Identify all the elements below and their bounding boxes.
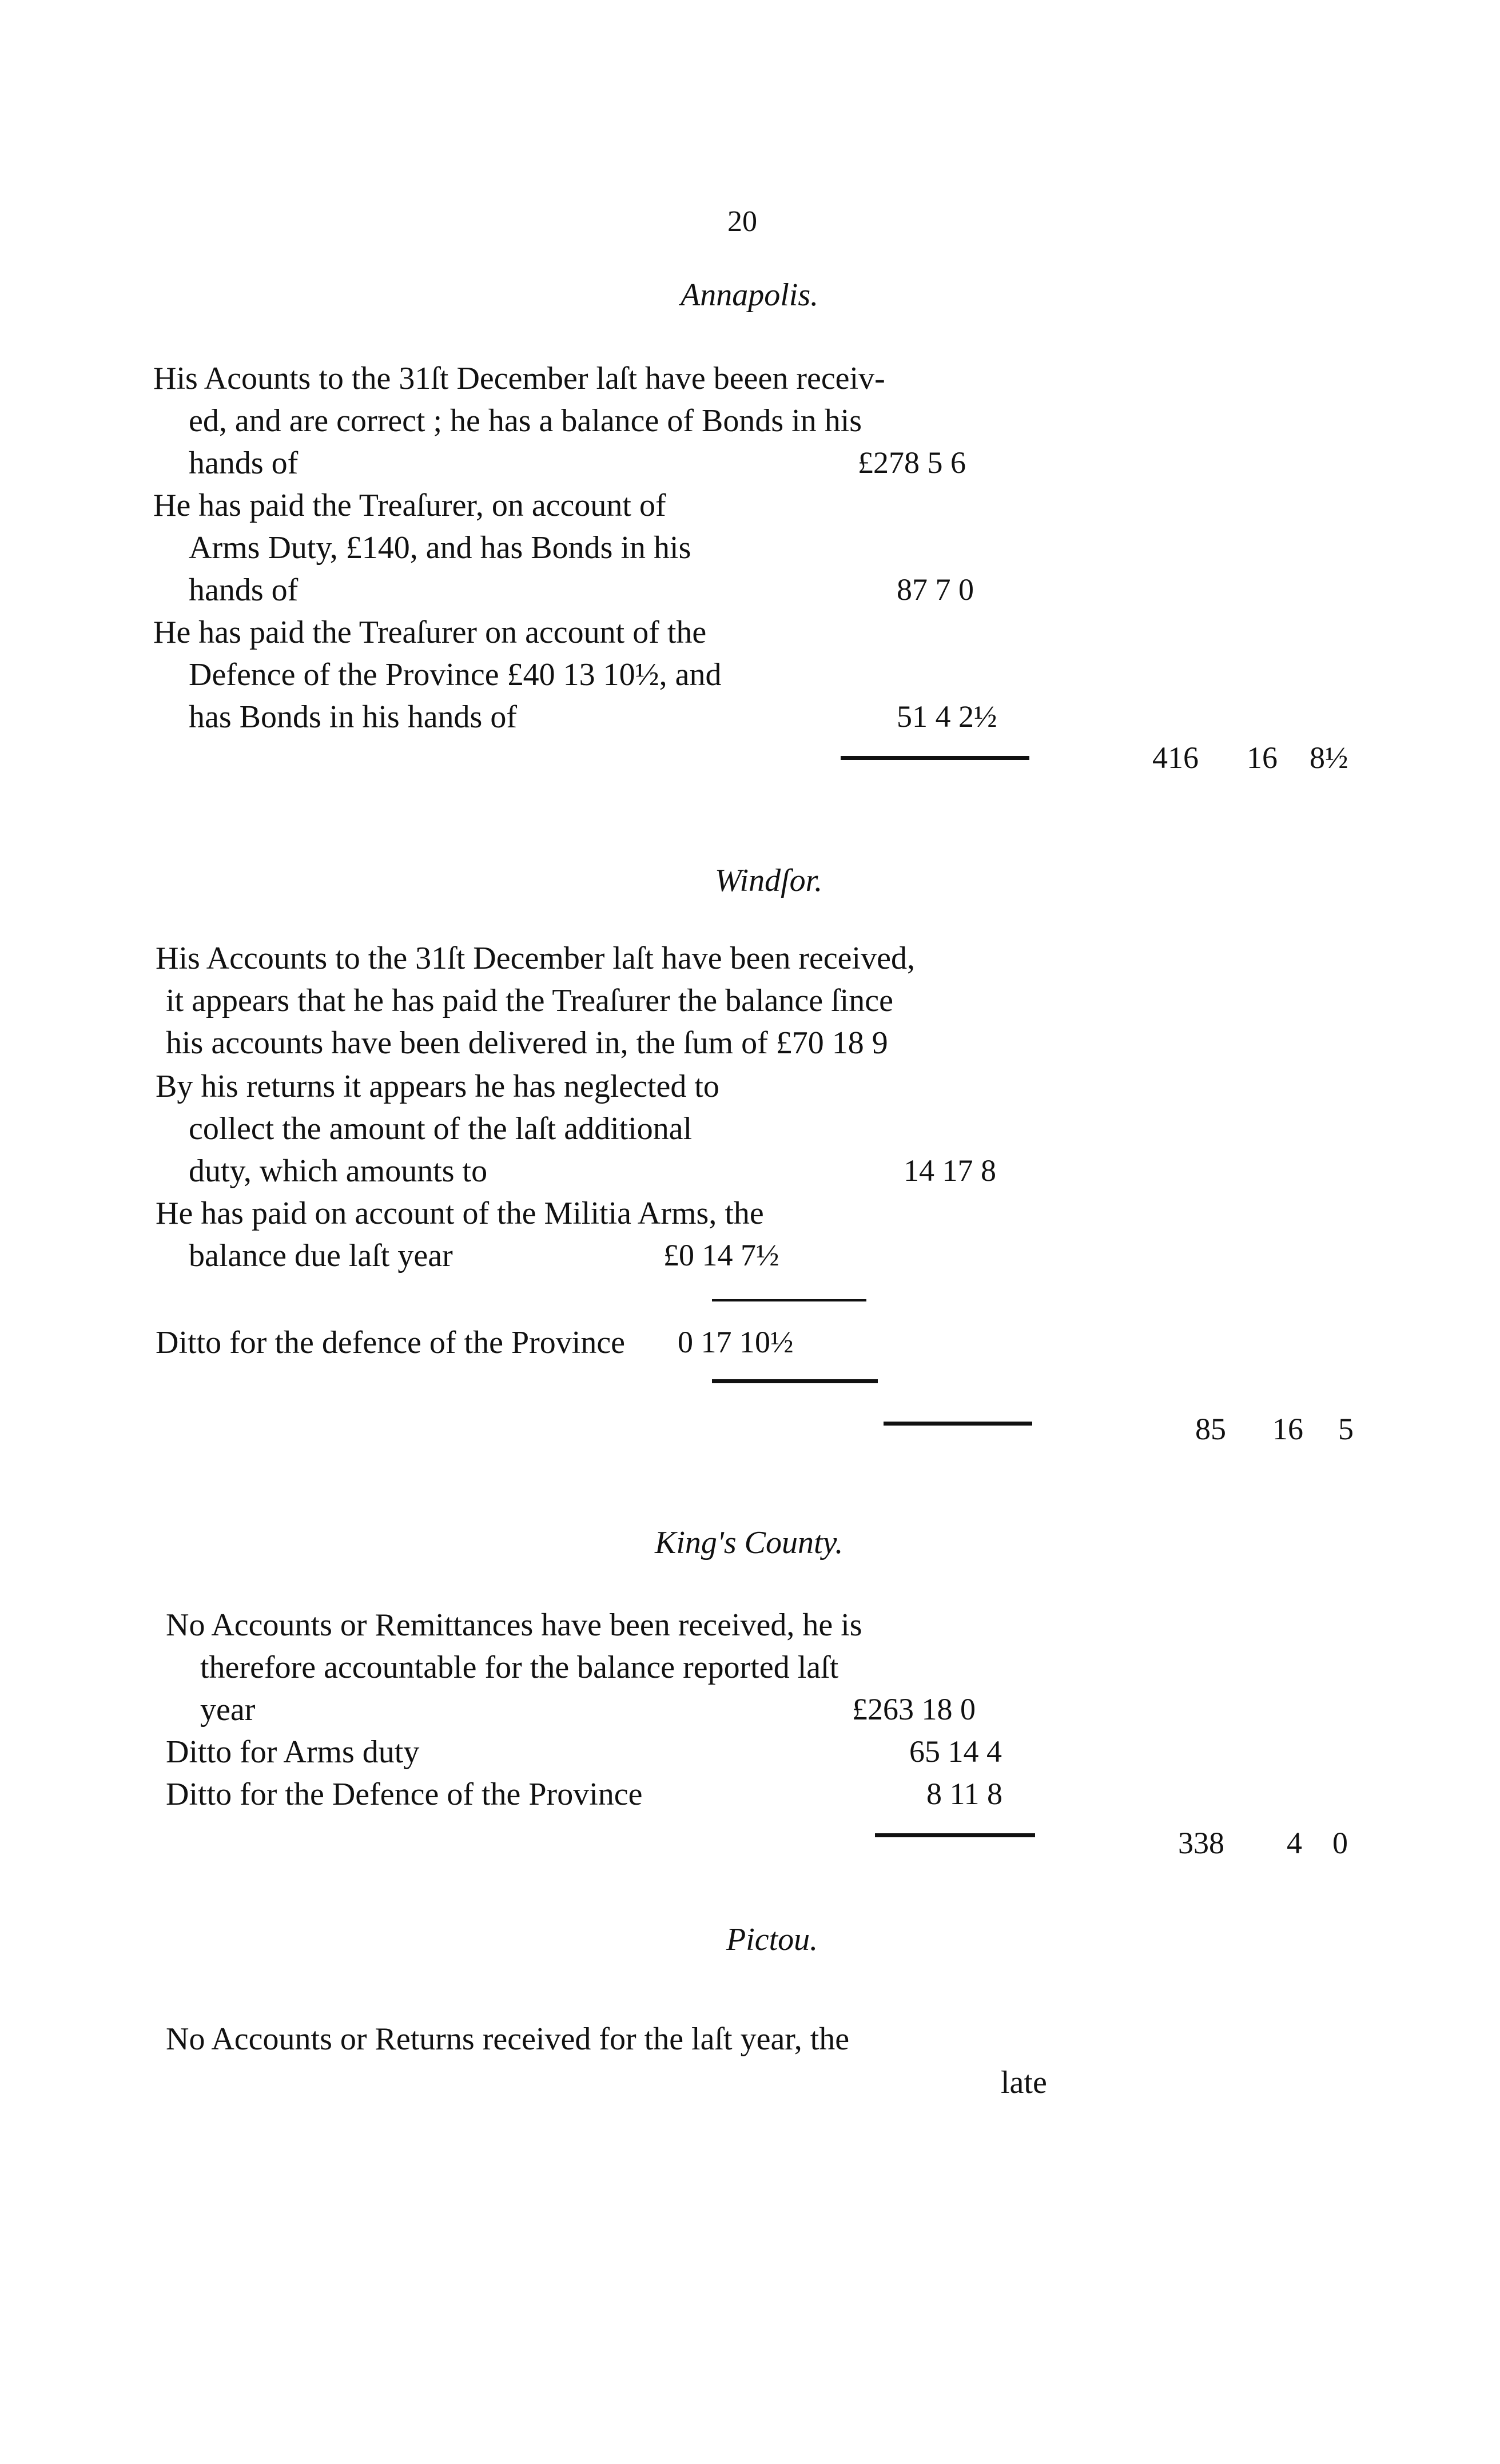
windsor-line-8: balance due laſt year <box>189 1238 453 1273</box>
kings-county-total-pounds: 338 <box>1178 1826 1224 1860</box>
windsor-subtotal-rule <box>712 1379 878 1383</box>
windsor-amount-2: £0 14 7½ <box>663 1238 779 1272</box>
annapolis-line-3: hands of <box>189 445 299 481</box>
windsor-sum-rule <box>884 1422 1032 1426</box>
heading-windsor: Windſor. <box>715 863 823 898</box>
annapolis-amount-2: 87 7 0 <box>897 572 974 607</box>
pictou-line-1: No Accounts or Returns received for the laſt year, the <box>166 2021 850 2057</box>
windsor-line-5: collect the amount of the laſt additional <box>189 1111 693 1147</box>
windsor-line-7: He has paid on account of the Militia Arms, the <box>156 1196 764 1231</box>
windsor-line-9: Ditto for the defence of the Province <box>156 1325 626 1360</box>
windsor-line-1: His Accounts to the 31ſt December laſt have been received, <box>156 941 915 976</box>
kings-county-amount-2: 65 14 4 <box>909 1734 1002 1769</box>
annapolis-total-pence: 8½ <box>1310 741 1348 775</box>
annapolis-line-8: Defence of the Province £40 13 10½, and <box>189 657 722 692</box>
annapolis-line-5: Arms Duty, £140, and has Bonds in his <box>189 530 691 566</box>
annapolis-line-2: ed, and are correct ; he has a balance of Bonds in his <box>189 403 862 439</box>
heading-kings-county: King's County. <box>655 1525 843 1561</box>
annapolis-line-9: has Bonds in his hands of <box>189 699 517 735</box>
kings-county-line-4: Ditto for Arms duty <box>166 1734 420 1770</box>
kings-county-total-shillings: 4 <box>1287 1826 1302 1860</box>
kings-county-total-pence: 0 <box>1332 1826 1348 1860</box>
heading-pictou: Pictou. <box>726 1922 818 1957</box>
heading-annapolis: Annapolis. <box>681 277 819 313</box>
kings-county-amount-1: £263 18 0 <box>852 1692 976 1726</box>
windsor-line-6: duty, which amounts to <box>189 1153 488 1189</box>
windsor-amount-1: 14 17 8 <box>904 1153 996 1188</box>
kings-county-line-2: therefore accountable for the balance reported laſt <box>200 1650 839 1685</box>
annapolis-total-shillings: 16 <box>1247 741 1278 775</box>
kings-county-amount-3: 8 11 8 <box>926 1777 1002 1811</box>
annapolis-sum-rule <box>841 756 1029 760</box>
windsor-amount-3: 0 17 10½ <box>678 1325 794 1359</box>
annapolis-line-4: He has paid the Treaſurer, on account of <box>153 488 666 523</box>
annapolis-line-1: His Acounts to the 31ſt December laſt have beeen receiv- <box>153 361 885 396</box>
annapolis-total-pounds: 416 <box>1152 741 1199 775</box>
windsor-total-pounds: 85 <box>1195 1412 1226 1446</box>
annapolis-amount-1: £278 5 6 <box>858 445 966 480</box>
windsor-line-3: his accounts have been delivered in, the ſum of £70 18 9 <box>166 1025 888 1061</box>
windsor-subsum-rule <box>712 1299 866 1301</box>
windsor-total-shillings: 16 <box>1272 1412 1303 1446</box>
windsor-line-4: By his returns it appears he has neglected to <box>156 1069 719 1104</box>
kings-county-line-5: Ditto for the Defence of the Province <box>166 1777 643 1812</box>
annapolis-line-7: He has paid the Treaſurer on account of the <box>153 615 707 650</box>
annapolis-amount-3: 51 4 2½ <box>897 699 997 734</box>
kings-county-line-1: No Accounts or Remittances have been received, he is <box>166 1607 862 1643</box>
windsor-total-pence: 5 <box>1338 1412 1354 1446</box>
kings-county-line-3: year <box>200 1692 256 1727</box>
kings-county-sum-rule <box>875 1833 1035 1837</box>
pictou-catchword: late <box>1001 2065 1047 2100</box>
annapolis-line-6: hands of <box>189 572 299 608</box>
windsor-line-2: it appears that he has paid the Treaſurer the balance ſince <box>166 983 893 1018</box>
page-number: 20 <box>727 205 757 238</box>
